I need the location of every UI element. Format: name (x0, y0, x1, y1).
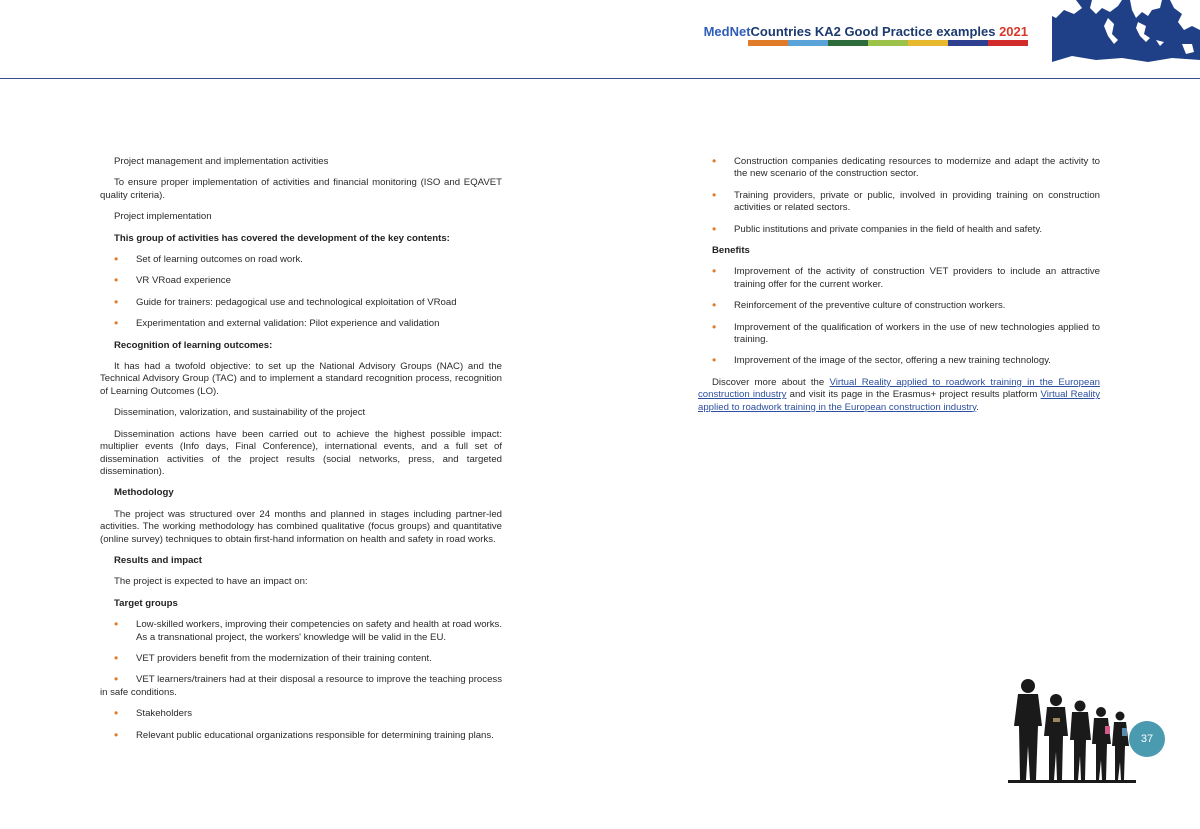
discover-text: Discover more about the (712, 376, 830, 388)
discover-text: . (976, 401, 979, 413)
bullet-item: • Improvement of the image of the sector, offering a new training technology. (698, 355, 1100, 367)
color-stripe (748, 40, 1028, 46)
bullet-item: • Reinforcement of the preventive culture of construction workers. (698, 300, 1100, 312)
color-stripe-segment (908, 40, 948, 46)
right-column (698, 156, 1100, 423)
mediterranean-map-icon (1052, 0, 1200, 72)
left-column (100, 156, 502, 751)
page-header (0, 0, 1200, 80)
brand-part-1: MedNet (703, 24, 751, 39)
bullet-item: • VR VRoad experience (100, 275, 502, 287)
color-stripe-segment (828, 40, 868, 46)
project-link[interactable]: Virtual Reality applied to roadwork training in the European construction industry (698, 376, 1100, 401)
section-heading: This group of activities has covered the development of the key contents: (114, 232, 450, 244)
color-stripe-segment (788, 40, 828, 46)
bullet-item: • Improvement of the qualification of workers in the use of new technologies applied to training. (698, 322, 1100, 347)
section-heading: Results and impact (114, 554, 202, 566)
publication-title (704, 24, 1028, 39)
paragraph: The project was structured over 24 months and planned in stages including partner-led activities. The working methodology has combined qualitative (focus groups) and quantitative (online survey) techniques to obtain first-hand information on health and safety in road works. (100, 508, 502, 545)
bullet-item: • Relevant public educational organizations responsible for determining training plans. (100, 730, 502, 742)
paragraph: Project implementation (114, 211, 212, 223)
color-stripe-segment (948, 40, 988, 46)
section-heading: Benefits (712, 245, 750, 257)
bullet-item: • Training providers, private or public, involved in providing training on construction activities or related sectors. (698, 190, 1100, 215)
paragraph: It has had a twofold objective: to set up the National Advisory Groups (NAC) and the Technical Advisory Group (TAC) and to implement a standard recognition process, recognition of Learning Outcomes (LO). (100, 361, 502, 397)
bullet-item: • VET learners/trainers had at their disposal a resource to improve the teaching process in safe conditions. (100, 674, 502, 699)
color-stripe-segment (988, 40, 1028, 46)
paragraph: Project management and implementation activities (114, 156, 329, 167)
bullet-item: • Guide for trainers: pedagogical use and technological exploitation of VRoad (100, 297, 502, 309)
discover-text: and visit its page in the Erasmus+ project results platform (786, 389, 1041, 401)
header-divider (0, 78, 1200, 79)
brand-year: 2021 (999, 24, 1028, 39)
bullet-item: • Set of learning outcomes on road work. (100, 254, 502, 266)
section-heading: Methodology (114, 487, 174, 499)
brand-part-2: Countries (750, 24, 812, 39)
bullet-item: • Experimentation and external validation: Pilot experience and validation (100, 318, 502, 330)
bullet-item: • Construction companies dedicating resources to modernize and adapt the activity to the new scenario of the construction sector. (698, 156, 1100, 181)
color-stripe-segment (748, 40, 788, 46)
brand-part-3: KA2 Good Practice examples (811, 24, 1000, 39)
bullet-item: • Low-skilled workers, improving their competencies on safety and health at road works. As a transnational project, the workers' knowledge will be valid in the EU. (100, 619, 502, 644)
bullet-item: • Stakeholders (100, 708, 502, 720)
section-heading: Target groups (114, 597, 178, 609)
paragraph: Dissemination, valorization, and sustainability of the project (114, 407, 366, 419)
discover-paragraph (698, 377, 1100, 414)
walking-people-illustration-icon (1008, 676, 1136, 788)
paragraph: The project is expected to have an impact on: (114, 576, 308, 588)
erasmus-platform-link[interactable]: Virtual Reality applied to roadwork training in the European construction industry (698, 389, 1101, 413)
bullet-item: • Improvement of the activity of construction VET providers to include an attractive training offer for the current worker. (698, 266, 1100, 291)
bullet-item: • Public institutions and private companies in the field of health and safety. (698, 224, 1100, 236)
section-heading: Recognition of learning outcomes: (114, 339, 273, 351)
page-number-badge: 37 (1129, 721, 1165, 757)
paragraph: Dissemination actions have been carried out to achieve the highest possible impact: multiplier events (Info days, Final Conference), international events, and a full set of dissemination activities of the project results (social networks, press, and targeted dissemination). (100, 428, 502, 477)
bullet-item: • VET providers benefit from the modernization of their training content. (100, 653, 502, 665)
paragraph: To ensure proper implementation of activities and financial monitoring (ISO and EQAVET quality criteria). (100, 177, 502, 201)
color-stripe-segment (868, 40, 908, 46)
